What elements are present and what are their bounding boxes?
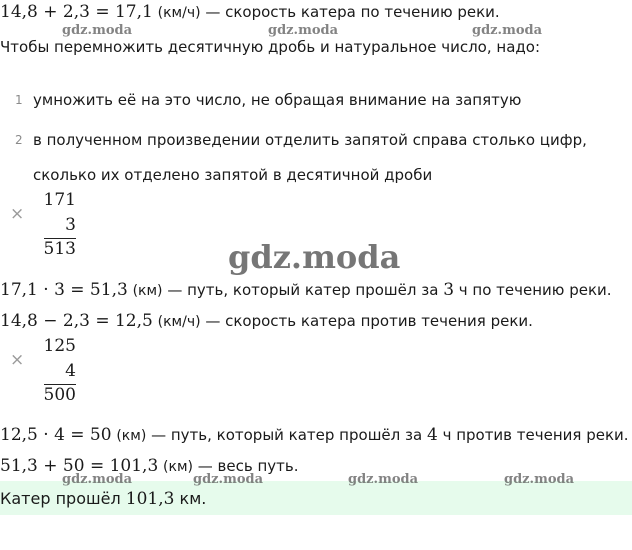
answer-unit: км. xyxy=(179,489,207,508)
multiply-sign: × xyxy=(10,350,25,370)
line-text: — скорость катера по течению реки. xyxy=(205,3,500,21)
line-speed-upstream xyxy=(0,311,533,332)
math-expression: 17,1 · 3 = 51,3 xyxy=(0,280,128,300)
watermark: gdz.moda xyxy=(472,23,543,38)
math-number: 4 xyxy=(426,425,438,445)
watermark-large: gdz.moda xyxy=(228,238,401,276)
answer-text xyxy=(0,488,206,510)
watermark: gdz.moda xyxy=(193,472,264,487)
watermark: gdz.moda xyxy=(348,472,419,487)
unit: (км) xyxy=(163,459,193,475)
list-text: в полученном произведении отделить запятой справа столько цифр, xyxy=(33,131,587,149)
list-text-continued: сколько их отделено запятой в десятичной дроби xyxy=(33,166,433,184)
multiplicand: 171 xyxy=(43,190,76,210)
watermark: gdz.moda xyxy=(268,23,339,38)
multiplicand: 125 xyxy=(43,336,76,356)
multiply-sign: × xyxy=(10,204,25,224)
answer-number: 101,3 xyxy=(125,489,175,509)
list-number: 2 xyxy=(15,133,23,147)
multiplier: 4 xyxy=(65,361,76,381)
product: 513 xyxy=(43,239,76,259)
unit: (км) xyxy=(116,428,147,444)
intro-text: Чтобы перемножить десятичную дробь и натуральное число, надо: xyxy=(0,38,540,56)
line-text: — скорость катера против течения реки. xyxy=(205,312,533,330)
math-expression: 14,8 − 2,3 = 12,5 xyxy=(0,311,153,331)
math-expression: 51,3 + 50 = 101,3 xyxy=(0,456,159,476)
math-expression: 14,8 + 2,3 = 17,1 xyxy=(0,2,153,22)
line-speed-downstream xyxy=(0,2,500,23)
line-distance-downstream xyxy=(0,280,612,301)
list-text: умножить её на это число, не обращая внимание на запятую xyxy=(33,91,522,109)
watermark: gdz.moda xyxy=(62,472,133,487)
answer-label: Катер прошёл xyxy=(0,489,121,508)
list-number: 1 xyxy=(15,93,23,107)
line-text: ч против течения реки. xyxy=(442,426,629,444)
unit: (км/ч) xyxy=(157,5,201,21)
line-distance-upstream xyxy=(0,425,629,446)
line-text: — путь, который катер прошёл за xyxy=(151,426,423,444)
product: 500 xyxy=(43,385,76,405)
line-text: ч по течению реки. xyxy=(458,281,612,299)
watermark: gdz.moda xyxy=(504,472,575,487)
unit: (км) xyxy=(132,283,163,299)
line-text: — весь путь. xyxy=(197,457,299,475)
math-number: 3 xyxy=(443,280,455,300)
watermark: gdz.moda xyxy=(62,23,133,38)
line-text: — путь, который катер прошёл за xyxy=(167,281,439,299)
multiplier: 3 xyxy=(65,215,76,235)
unit: (км/ч) xyxy=(157,314,201,330)
math-expression: 12,5 · 4 = 50 xyxy=(0,425,112,445)
